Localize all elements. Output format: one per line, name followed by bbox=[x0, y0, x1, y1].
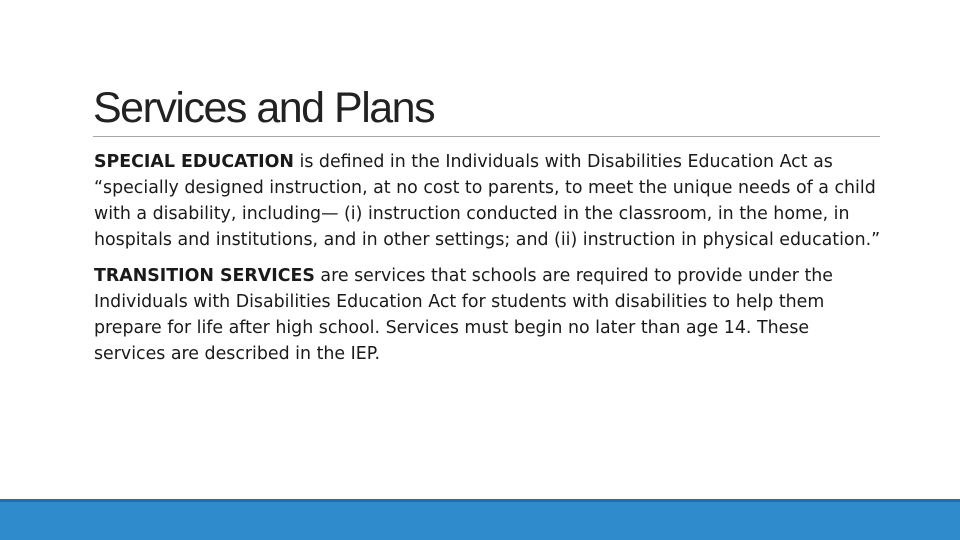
footer-accent-bar bbox=[0, 499, 960, 540]
term-transition-services: TRANSITION SERVICES bbox=[94, 266, 315, 286]
definition-transition-services: are services that schools are required to provide under the Individuals with Disabilities Education Act for students with disabilities to help them prepare for life after high school. Services must begin no later than age 14. These services are described in the IEP. bbox=[94, 266, 834, 364]
paragraph-transition-services bbox=[94, 263, 884, 367]
paragraph-special-education bbox=[94, 149, 884, 253]
title-divider bbox=[93, 136, 880, 137]
definition-special-education: is defined in the Individuals with Disabilities Education Act as “specially designed instruction, at no cost to parents, to meet the unique needs of a child with a disability, including— (i) instruction conducted in the classroom, in the home, in hospitals and institutions, and in other settings; and (ii) instruction in physical education.” bbox=[94, 152, 881, 250]
slide-body bbox=[94, 149, 884, 377]
term-special-education: SPECIAL EDUCATION bbox=[94, 152, 294, 172]
footer-accent-line bbox=[0, 499, 960, 502]
slide-title: Services and Plans bbox=[93, 84, 435, 132]
